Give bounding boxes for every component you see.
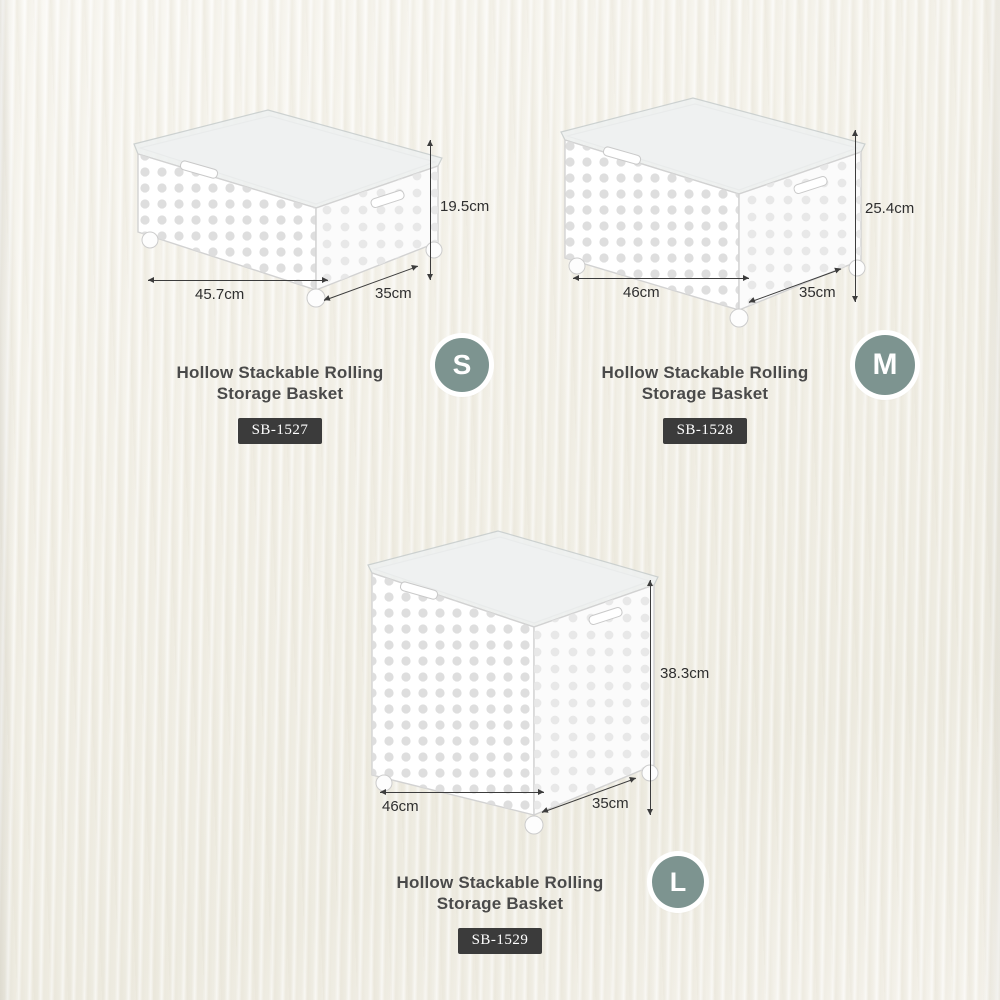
dimension-height-large: 38.3cm: [660, 665, 710, 682]
dimension-depth-large: 35cm: [592, 795, 629, 812]
product-title-line2-large: Storage Basket: [436, 894, 564, 913]
dimension-arrow-height-large: [650, 580, 651, 815]
product-title-large: [320, 872, 680, 914]
dimension-arrow-width-small: [148, 280, 328, 281]
dimension-width-large: 46cm: [382, 798, 419, 815]
dimension-depth-medium: 35cm: [799, 284, 836, 301]
size-badge-medium: M: [855, 335, 915, 395]
dimension-height-small: 19.5cm: [440, 198, 490, 215]
product-title-medium: [535, 362, 875, 404]
product-title-line2-medium: Storage Basket: [641, 384, 769, 403]
product-card-small: [110, 90, 500, 460]
product-card-large: [320, 520, 740, 980]
size-badge-small: S: [435, 338, 489, 392]
product-sku-medium: SB-1528: [663, 418, 748, 444]
basket-illustration-medium: [545, 90, 875, 340]
dimension-arrow-height-medium: [855, 130, 856, 302]
dimension-depth-small: 35cm: [375, 285, 412, 302]
product-title-line1-large: Hollow Stackable Rolling: [396, 873, 604, 892]
size-badge-large: L: [652, 856, 704, 908]
product-title-small: [110, 362, 450, 404]
product-card-medium: [535, 80, 935, 460]
dimension-height-medium: 25.4cm: [865, 200, 915, 217]
dimension-arrow-width-medium: [573, 278, 749, 279]
product-title-line1-small: Hollow Stackable Rolling: [176, 363, 384, 382]
dimension-arrow-height-small: [430, 140, 431, 280]
product-sku-large: SB-1529: [458, 928, 543, 954]
dimension-width-medium: 46cm: [623, 284, 660, 301]
product-title-line2-small: Storage Basket: [216, 384, 344, 403]
product-title-line1-medium: Hollow Stackable Rolling: [601, 363, 809, 382]
dimension-width-small: 45.7cm: [195, 286, 245, 303]
dimension-arrow-width-large: [380, 792, 544, 793]
product-sku-small: SB-1527: [238, 418, 323, 444]
